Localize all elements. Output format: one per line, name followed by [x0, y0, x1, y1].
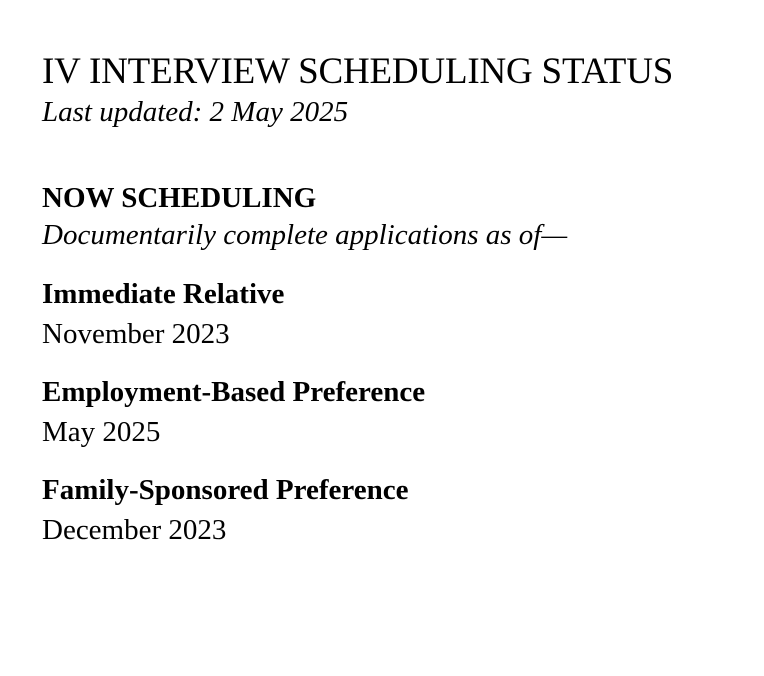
category-employment-based [42, 372, 742, 452]
category-date: November 2023 [42, 318, 230, 350]
category-date: May 2025 [42, 416, 161, 448]
category-immediate-relative [42, 274, 742, 354]
section-subheading: Documentarily complete applications as of— [42, 219, 568, 251]
scheduling-status-document [42, 50, 742, 550]
category-label: Immediate Relative [42, 278, 285, 310]
category-label: Family-Sponsored Preference [42, 474, 409, 506]
section-heading: NOW SCHEDULING [42, 182, 317, 214]
page-title: IV INTERVIEW SCHEDULING STATUS [42, 51, 674, 92]
category-date: December 2023 [42, 514, 227, 546]
category-label: Employment-Based Preference [42, 376, 426, 408]
category-family-sponsored [42, 470, 742, 550]
category-list [42, 274, 742, 550]
last-updated-text: Last updated: 2 May 2025 [42, 96, 349, 128]
